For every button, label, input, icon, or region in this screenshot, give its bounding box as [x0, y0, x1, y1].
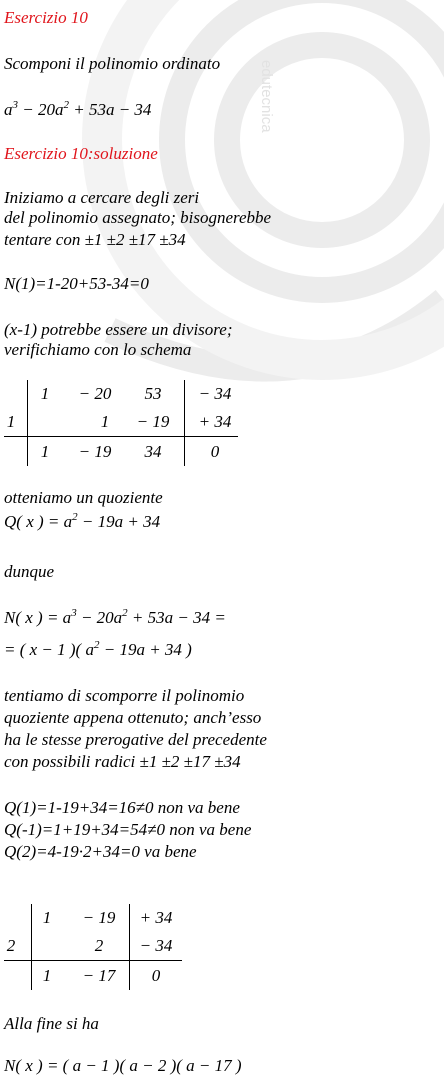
table-root: 2: [6, 936, 16, 955]
table-cell: 1: [42, 966, 52, 985]
polynomial-expression: $a^3 - 20a^2 + 53a - 34$: [4, 99, 152, 119]
table-cell: 1: [40, 384, 50, 403]
table-cell: 1: [40, 442, 50, 461]
try-line: con possibili radici ±1 ±2 ±17 ±34: [4, 752, 241, 771]
final-text: Alla fine si ha: [4, 1014, 99, 1033]
divisor-line: (x-1) potrebbe essere un divisore;: [4, 320, 233, 339]
table-cell: 0: [151, 966, 161, 985]
table-cell: − 34: [139, 936, 173, 955]
table-cell: 53: [144, 384, 162, 403]
check-line: Q(2)=4-19·2+34=0 va bene: [4, 842, 197, 861]
try-line: ha le stesse prerogative del precedente: [4, 730, 267, 749]
solution-heading: Esercizio 10:soluzione: [4, 144, 158, 163]
table-cell: + 34: [198, 412, 232, 431]
table-cell: − 34: [198, 384, 232, 403]
intro-line: del polinomio assegnato; bisognerebbe: [4, 208, 272, 227]
divisor-line: verifichiamo con lo schema: [4, 340, 192, 359]
table-cell: 0: [210, 442, 220, 461]
task-text: Scomponi il polinomio ordinato: [4, 54, 221, 73]
quotient-expression: Q( x ) = $a^2 - 19a + 34$: [4, 511, 161, 531]
try-line: tentiamo di scomporre il polinomio: [4, 686, 245, 705]
ruffini-table-1: [0, 380, 240, 470]
table-cell: + 34: [139, 908, 173, 927]
exercise-heading: Esercizio 10: [4, 8, 88, 27]
final-expression: N( x ) = ( a − 1 )( a − 2 )( a − 17 ): [4, 1056, 242, 1075]
table-cell: − 19: [136, 412, 170, 431]
ruffini-table-2: [0, 904, 190, 994]
watermark-text: edutecnica: [258, 60, 275, 133]
nx-expression-line2: = ( x − 1 )( $a^2 - 19a + 34$ ): [4, 639, 192, 659]
nx-expression-line1: N( x ) = $a^3 - 20a^2 + 53a - 34$ =: [4, 607, 226, 627]
intro-line: tentare con ±1 ±2 ±17 ±34: [4, 230, 186, 249]
table-cell: 2: [94, 936, 104, 955]
table-cell: − 19: [78, 442, 112, 461]
dunque-text: dunque: [4, 562, 55, 581]
table-cell: 1: [42, 908, 52, 927]
check-line: Q(1)=1-19+34=16≠0 non va bene: [4, 798, 240, 817]
intro-line: Iniziamo a cercare degli zeri: [4, 188, 200, 207]
table-cell: − 19: [82, 908, 116, 927]
n1-check: N(1)=1-20+53-34=0: [4, 274, 149, 293]
try-line: quoziente appena ottenuto; anch’esso: [4, 708, 262, 727]
table-cell: 1: [100, 412, 110, 431]
check-line: Q(-1)=1+19+34=54≠0 non va bene: [4, 820, 252, 839]
quotient-text: otteniamo un quoziente: [4, 488, 163, 507]
table-cell: − 20: [78, 384, 112, 403]
table-root: 1: [6, 412, 16, 431]
table-cell: − 17: [82, 966, 116, 985]
table-cell: 34: [144, 442, 162, 461]
